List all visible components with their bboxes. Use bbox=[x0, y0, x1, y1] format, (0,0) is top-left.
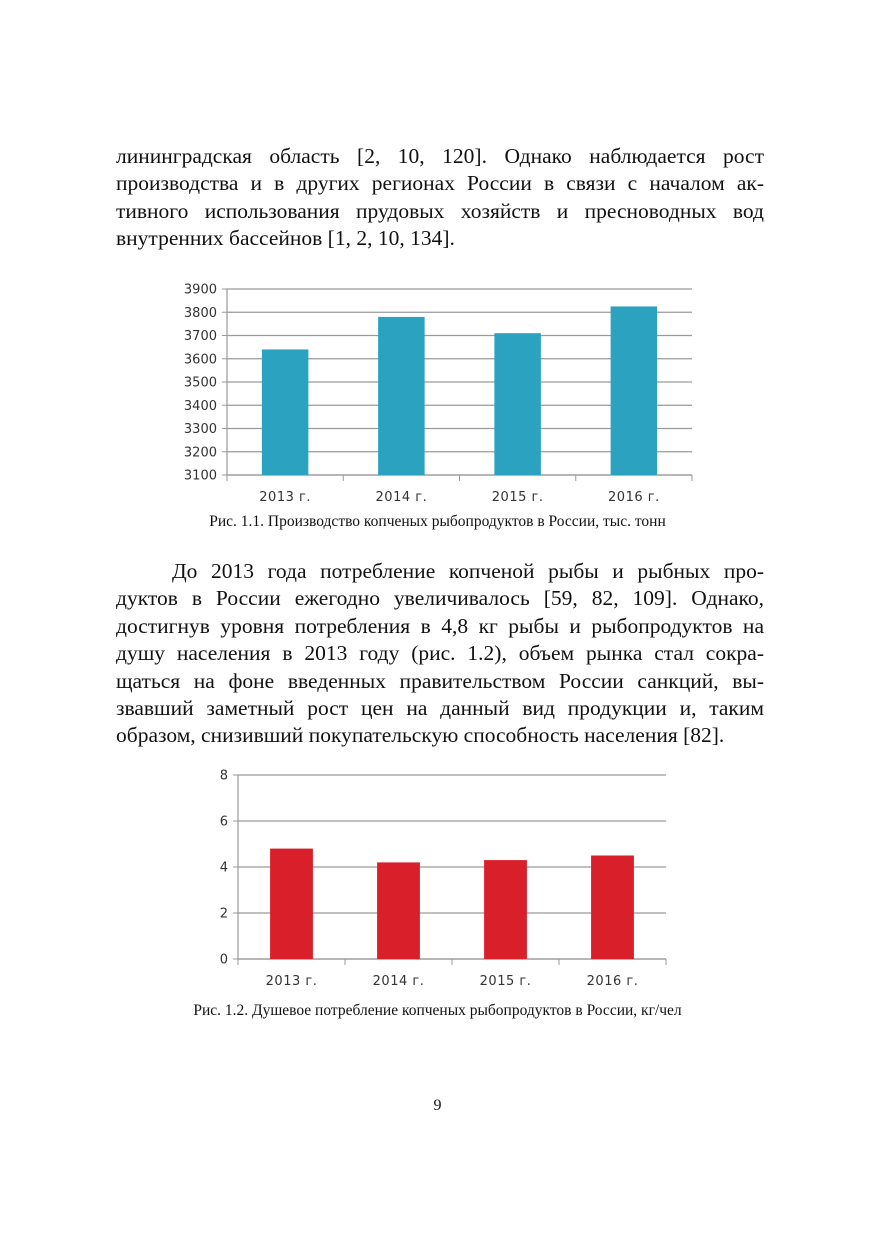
x-category-label: 2013 г. bbox=[259, 490, 311, 505]
bar bbox=[377, 862, 420, 959]
text-line: производства и в других регионах России в связи с началом ак- bbox=[116, 171, 764, 196]
y-tick-label: 3300 bbox=[183, 422, 217, 437]
bar bbox=[611, 306, 658, 475]
chart-fish-production bbox=[165, 275, 710, 510]
paragraph-1 bbox=[116, 143, 764, 253]
text-line: дуктов в России ежегодно увеличивалось [59, 82, 109]. Однако, bbox=[116, 586, 764, 611]
text-line: щаться на фоне введенных правительством России санкций, вы- bbox=[116, 668, 764, 693]
bar bbox=[591, 856, 634, 960]
figure-1-caption: Рис. 1.1. Производство копченых рыбопродуктов в России, тыс. тонн bbox=[209, 513, 666, 530]
y-tick-label: 3500 bbox=[183, 375, 217, 391]
bar bbox=[270, 849, 313, 959]
x-category-label: 2015 г. bbox=[479, 974, 532, 989]
y-tick-label: 3100 bbox=[183, 468, 217, 484]
x-category-label: 2013 г. bbox=[265, 974, 318, 989]
bar bbox=[262, 349, 309, 475]
y-tick-label: 0 bbox=[219, 952, 228, 968]
page-number: 9 bbox=[433, 1097, 442, 1114]
text-line: До 2013 года потребление копченой рыбы и рыбных про- bbox=[172, 559, 764, 583]
bar bbox=[494, 333, 541, 475]
text-line: достигнув уровня потребления в 4,8 кг рыбы и рыбопродуктов на bbox=[116, 613, 764, 638]
text-line: образом, снизивший покупательскую способность населения [82]. bbox=[116, 723, 725, 748]
y-tick-label: 3800 bbox=[183, 305, 217, 321]
bar bbox=[378, 317, 425, 475]
x-category-label: 2016 г. bbox=[586, 974, 639, 989]
y-tick-label: 2 bbox=[219, 906, 228, 922]
x-category-label: 2016 г. bbox=[608, 490, 660, 505]
chart-fish-consumption bbox=[195, 762, 675, 992]
text-line: душу населения в 2013 году (рис. 1.2), объем рынка стал сокра- bbox=[116, 641, 764, 666]
text-line: звавший заметный рост цен на данный вид продукции и, таким bbox=[116, 696, 764, 721]
y-tick-label: 6 bbox=[219, 814, 228, 830]
text-line: лининградская область [2, 10, 120]. Однако наблюдается рост bbox=[116, 144, 764, 168]
x-category-label: 2015 г. bbox=[491, 490, 544, 505]
y-tick-label: 3200 bbox=[183, 445, 217, 461]
paragraph-2 bbox=[116, 558, 764, 750]
x-category-label: 2014 г. bbox=[375, 490, 428, 505]
text-line: тивного использования прудовых хозяйств и пресноводных вод bbox=[116, 198, 764, 223]
bar bbox=[484, 860, 527, 959]
y-tick-label: 3600 bbox=[183, 352, 217, 368]
y-tick-label: 4 bbox=[219, 860, 228, 876]
y-tick-label: 3900 bbox=[183, 282, 217, 298]
y-tick-label: 3400 bbox=[183, 398, 217, 414]
text-line: внутренних бассейнов [1, 2, 10, 134]. bbox=[116, 226, 455, 251]
y-tick-label: 3700 bbox=[183, 329, 217, 344]
figure-2-caption: Рис. 1.2. Душевое потребление копченых рыбопродуктов в России, кг/чел bbox=[193, 1002, 682, 1019]
y-tick-label: 8 bbox=[219, 768, 228, 784]
x-category-label: 2014 г. bbox=[372, 974, 425, 989]
